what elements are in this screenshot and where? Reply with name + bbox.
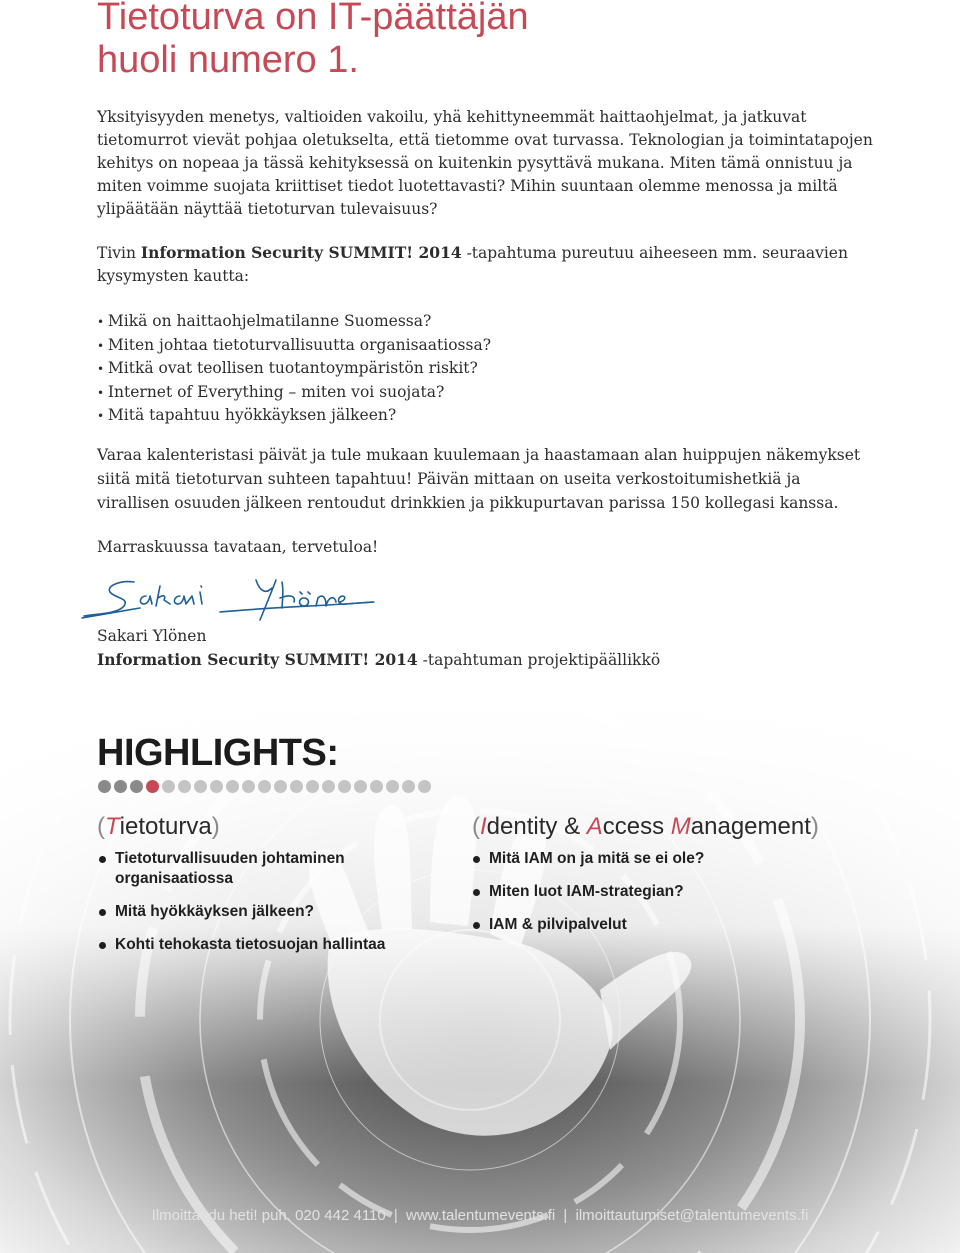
event-name: Information Security SUMMIT! 2014 xyxy=(140,243,462,262)
event-suffix: -tapahtuma pureutuu aiheeseen mm. seuraavien kysymysten kautta: xyxy=(97,244,848,285)
list-item: Tietoturvallisuuden johtaminen organisaatiossa xyxy=(98,849,438,889)
dot xyxy=(242,780,255,793)
iam-heading: (Identity & Access Management) xyxy=(472,813,819,840)
dot xyxy=(322,780,335,793)
dot-active xyxy=(146,780,159,793)
dot xyxy=(418,780,431,793)
signer-event: Information Security SUMMIT! 2014 xyxy=(97,650,418,669)
tietoturva-heading: (Tietoturva) xyxy=(97,813,220,840)
dot xyxy=(210,780,223,793)
list-item: • Mitä tapahtuu hyökkäyksen jälkeen? xyxy=(97,404,491,428)
dot xyxy=(386,780,399,793)
signer-role xyxy=(97,648,660,672)
website-link[interactable]: www.talentumevents.fi xyxy=(406,1207,556,1224)
dot xyxy=(338,780,351,793)
question-list xyxy=(97,310,491,428)
list-item: • Mitkä ovat teollisen tuotantoympäristön riskit? xyxy=(97,357,491,381)
dot xyxy=(370,780,383,793)
dot xyxy=(194,780,207,793)
list-item: • Miten johtaa tietoturvallisuutta organisaatiossa? xyxy=(97,334,491,358)
highlights-heading: HIGHLIGHTS: xyxy=(97,732,339,774)
title-line-1: Tietoturva on IT-päättäjän xyxy=(97,0,529,38)
event-paragraph xyxy=(97,241,877,288)
list-item: Kohti tehokasta tietosuojan hallintaa xyxy=(98,935,438,955)
dot xyxy=(114,780,127,793)
event-prefix: Tivin xyxy=(97,244,141,262)
footer-contact: Ilmoittaudu heti! puh. 020 442 4110 | www.talentumevents.fi | ilmoittautumiset@talentumevents.fi xyxy=(151,1207,809,1224)
invitation-paragraph: Varaa kalenteristasi päivät ja tule mukaan kuulemaan ja haastamaan alan huippujen näkemykset siitä mitä tietoturvan suhteen tapahtuu! Päivän mittaan on useita verkostoitumishetkiä ja virallisen osuuden jälkeen rentoudut drinkkien ja pikkupurtavan parissa 150 kollegasi kanssa. xyxy=(97,446,861,512)
signature-image xyxy=(80,572,380,628)
dot xyxy=(98,780,111,793)
list-item: • Mikä on haittaohjelmatilanne Suomessa? xyxy=(97,310,491,334)
dot xyxy=(306,780,319,793)
tietoturva-list xyxy=(98,849,438,968)
list-item: Miten luot IAM-strategian? xyxy=(472,882,832,902)
dot xyxy=(162,780,175,793)
iam-list xyxy=(472,849,832,948)
list-item: Mitä IAM on ja mitä se ei ole? xyxy=(472,849,832,869)
list-item: Mitä hyökkäyksen jälkeen? xyxy=(98,902,438,922)
dot xyxy=(402,780,415,793)
dot xyxy=(274,780,287,793)
title-line-2: huoli numero 1. xyxy=(97,39,359,81)
email-link[interactable]: ilmoittautumiset@talentumevents.fi xyxy=(575,1207,809,1224)
closing-line: Marraskuussa tavataan, tervetuloa! xyxy=(97,538,379,556)
dot xyxy=(178,780,191,793)
dot xyxy=(290,780,303,793)
register-phone: Ilmoittaudu heti! puh. 020 442 4110 xyxy=(151,1207,386,1224)
dot-indicator-row xyxy=(98,780,431,793)
signer-name: Sakari Ylönen xyxy=(97,627,207,645)
page-title xyxy=(97,0,529,82)
signer-role-suffix: -tapahtuman projektipäällikkö xyxy=(417,651,661,669)
dot xyxy=(258,780,271,793)
dot xyxy=(130,780,143,793)
list-item: • Internet of Everything – miten voi suojata? xyxy=(97,381,491,405)
dot xyxy=(354,780,367,793)
intro-paragraph: Yksityisyyden menetys, valtioiden vakoilu, yhä kehittyneemmät haittaohjelmat, ja jatkuvat tietomurrot vievät pohjaa oletukselta, että tietomme ovat turvassa. Teknologian ja toimintatapojen kehitys on nopeaa ja tässä kehityksessä on kuitenkin pysyttävä mukana. Miten tämä onnistuu ja miten voimme suojata kriittiset tiedot luotettavasti? Mihin suuntaan olemme menossa ja miltä ylipäätään näyttää tietoturvan tulevaisuus? xyxy=(97,108,873,218)
list-item: IAM & pilvipalvelut xyxy=(472,915,832,935)
dot xyxy=(226,780,239,793)
